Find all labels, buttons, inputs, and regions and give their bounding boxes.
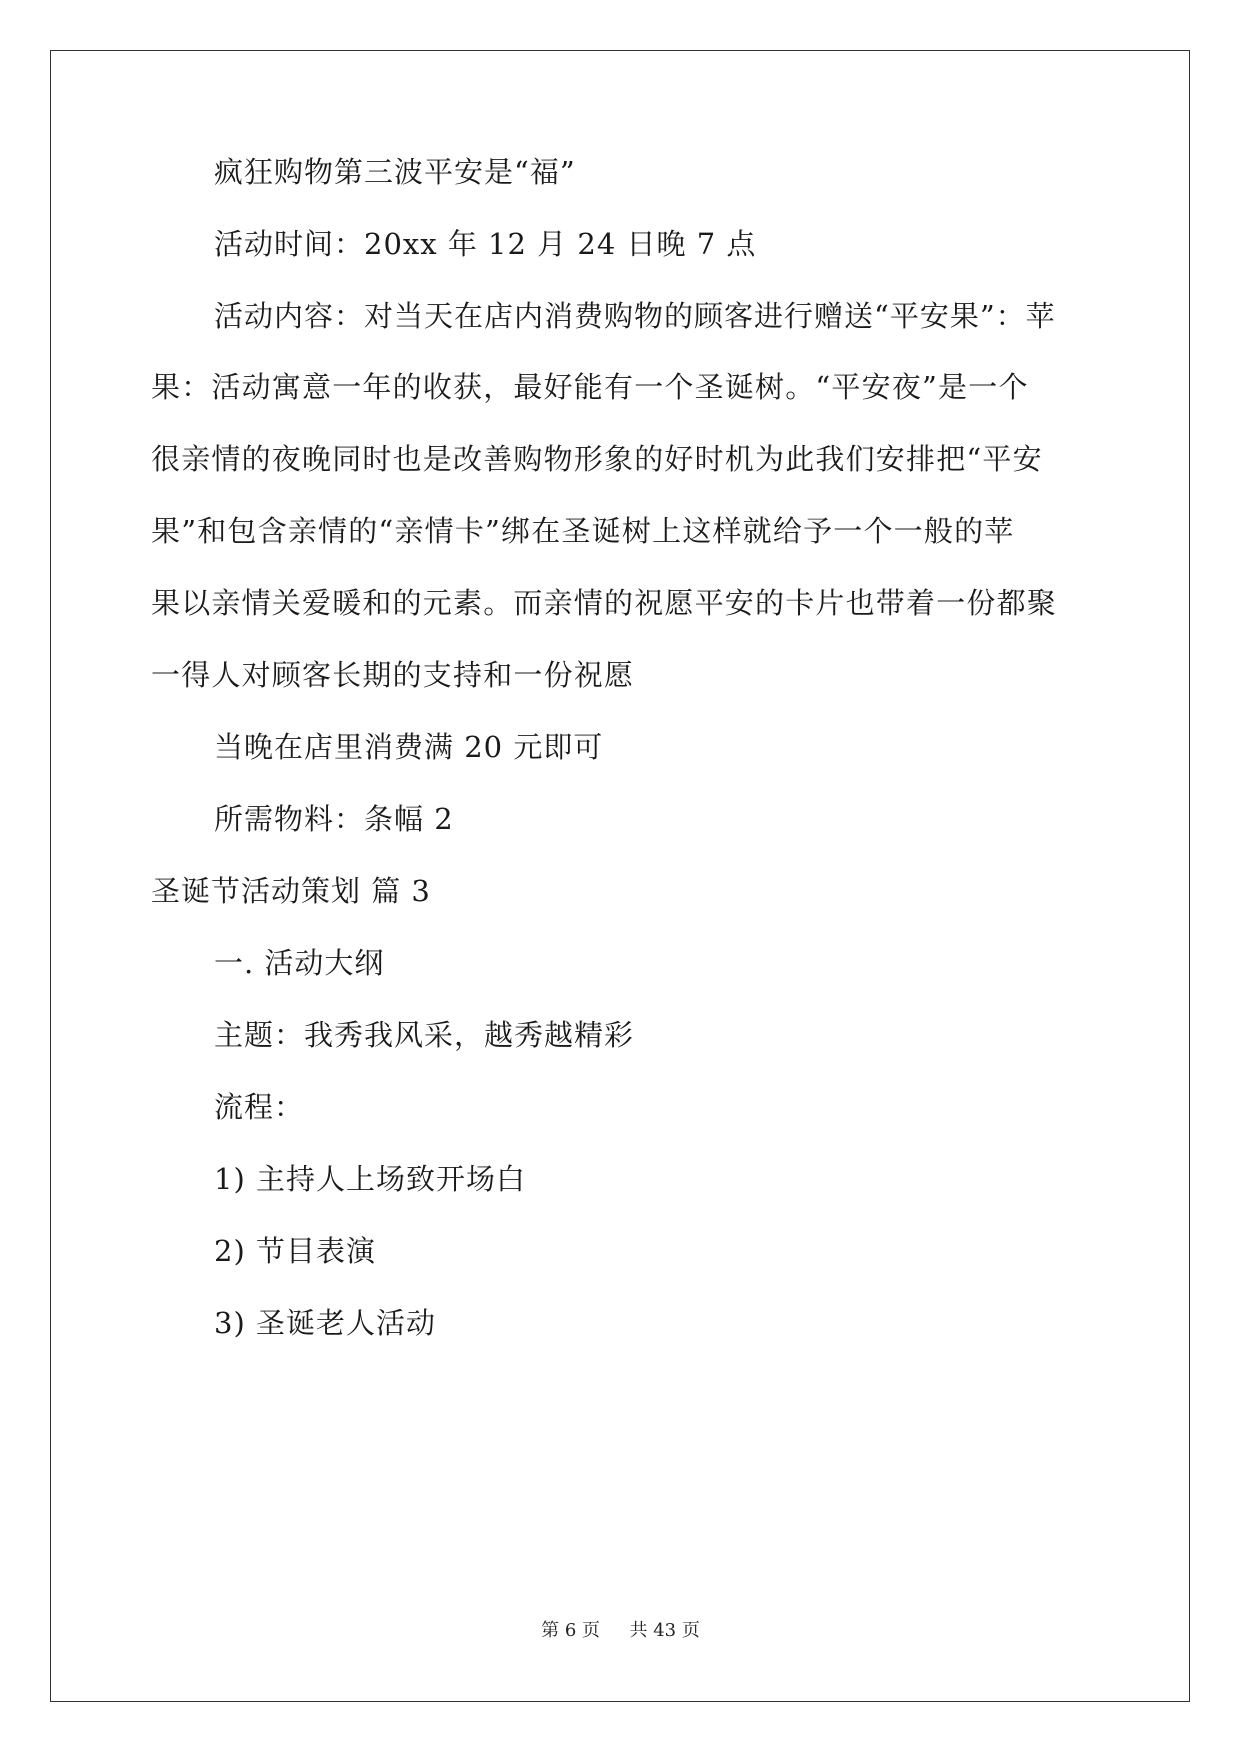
paragraph-line: 活动内容：对当天在店内消费购物的顾客进行赠送“平安果”：苹 (214, 299, 1056, 333)
page-footer (0, 1616, 1241, 1642)
paragraph-line: 一得人对顾客长期的支持和一份祝愿 (151, 658, 635, 692)
paragraph-line: 果：活动寓意一年的收获，最好能有一个圣诞树。“平安夜”是一个 (151, 370, 1029, 404)
paragraph-line: 很亲情的夜晚同时也是改善购物形象的好时机为此我们安排把“平安 (151, 442, 1043, 476)
spend-condition: 当晚在店里消费满 20 元即可 (214, 730, 604, 764)
section-heading: 疯狂购物第三波平安是“福” (214, 155, 576, 189)
page-number: 第 6 页 (541, 1620, 601, 1641)
process-step: 1) 主持人上场致开场白 (214, 1162, 526, 1196)
page-total: 共 43 页 (629, 1620, 700, 1641)
activity-time: 活动时间：20xx 年 12 月 24 日晚 7 点 (214, 227, 757, 261)
process-step: 2) 节目表演 (214, 1234, 376, 1268)
paragraph-line: 果”和包含亲情的“亲情卡”绑在圣诞树上这样就给予一个一般的苹 (151, 514, 1015, 548)
article-title: 圣诞节活动策划 篇 3 (151, 874, 431, 908)
paragraph-line: 果以亲情关爱暖和的元素。而亲情的祝愿平安的卡片也带着一份都聚 (151, 586, 1058, 620)
process-step: 3) 圣诞老人活动 (214, 1306, 436, 1340)
materials-line: 所需物料：条幅 2 (214, 802, 454, 836)
outline-heading: 一. 活动大纲 (214, 946, 385, 980)
process-label: 流程： (214, 1090, 305, 1124)
theme-line: 主题：我秀我风采，越秀越精彩 (214, 1018, 635, 1052)
